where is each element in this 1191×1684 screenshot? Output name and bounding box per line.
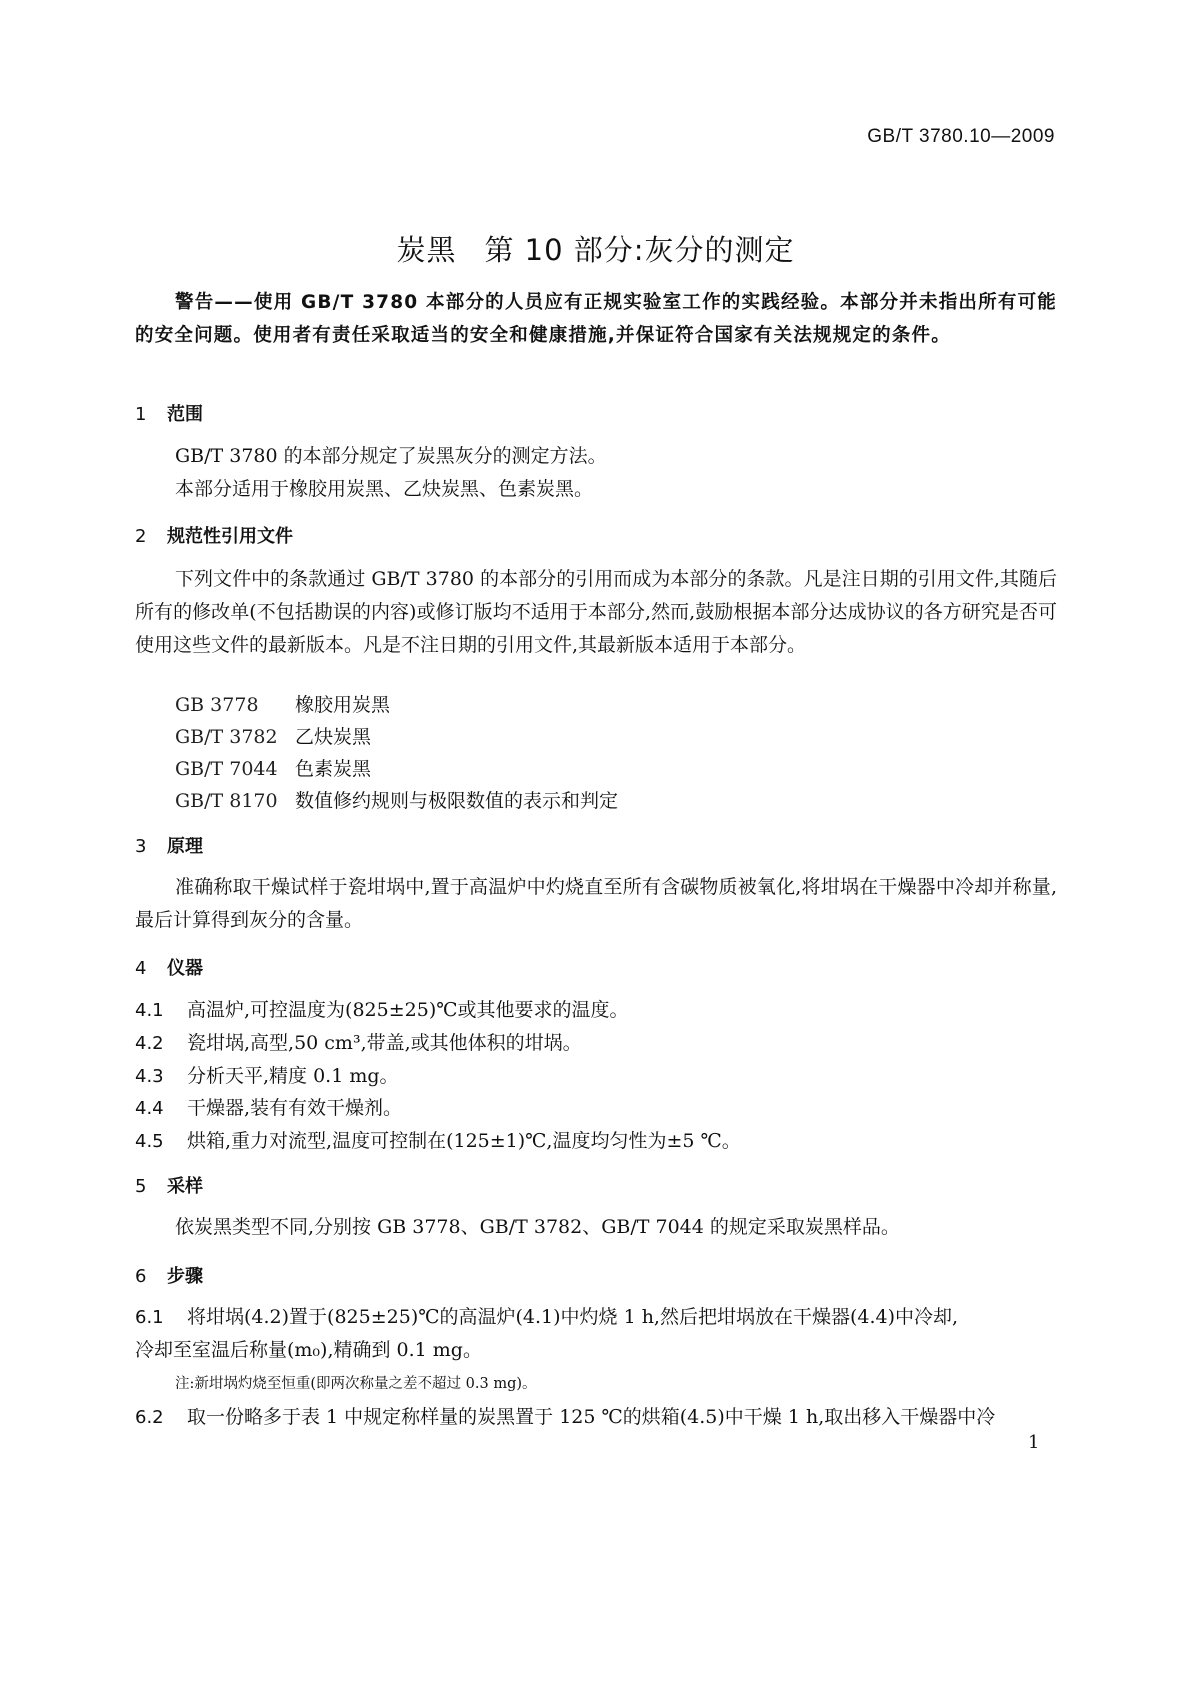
clause-number: 4.5 (135, 1131, 164, 1152)
section-1-heading (135, 400, 203, 426)
clause-number: 6.1 (135, 1307, 164, 1328)
reference-name: 色素炭黑 (295, 758, 372, 780)
section-title: 原理 (167, 836, 203, 857)
clause-text: 将坩埚(4.2)置于(825±25)℃的高温炉(4.1)中灼烧 1 h,然后把坩埚放在干燥器(4.4)中冷却, (187, 1306, 959, 1328)
section-title: 仪器 (167, 958, 203, 979)
warning-paragraph: 警告——使用 GB/T 3780 本部分的人员应有正规实验室工作的实践经验。本部分并未指出所有可能的安全问题。使用者有责任采取适当的安全和健康措施,并保证符合国家有关法规规定的条件。 (135, 292, 1057, 346)
section-4-heading (135, 954, 203, 980)
page-number: 1 (1028, 1432, 1040, 1453)
page-title (0, 228, 1191, 269)
section-number: 2 (135, 526, 147, 547)
apparatus-item (135, 1028, 582, 1055)
clause-text: 取一份略多于表 1 中规定称样量的炭黑置于 125 ℃的烘箱(4.5)中干燥 1 h,取出移入干燥器中冷 (187, 1406, 996, 1428)
reference-item (175, 786, 618, 813)
section-number: 4 (135, 958, 147, 979)
reference-item (175, 690, 390, 717)
apparatus-item (135, 1126, 741, 1153)
clause-number: 6.2 (135, 1407, 164, 1428)
reference-code: GB/T 7044 (175, 758, 278, 780)
procedure-clause-6-1-continued: 冷却至室温后称量(m₀),精确到 0.1 mg。 (135, 1339, 482, 1361)
clause-text: 分析天平,精度 0.1 mg。 (187, 1065, 399, 1087)
clause-number: 4.3 (135, 1066, 164, 1087)
section-number: 5 (135, 1176, 147, 1197)
title-part2: 第 10 部分:灰分的测定 (484, 233, 795, 267)
section-number: 6 (135, 1266, 147, 1287)
procedure-clause-6-2 (135, 1402, 995, 1429)
reference-code: GB/T 3782 (175, 726, 278, 748)
reference-name: 乙炔炭黑 (295, 726, 372, 748)
reference-item (175, 722, 371, 749)
clause-text: 烘箱,重力对流型,温度可控制在(125±1)℃,温度均匀性为±5 ℃。 (187, 1130, 741, 1152)
procedure-clause-6-1 (135, 1302, 958, 1329)
section-title: 采样 (167, 1176, 203, 1197)
sampling-paragraph: 依炭黑类型不同,分别按 GB 3778、GB/T 3782、GB/T 7044 的规定采取炭黑样品。 (175, 1216, 900, 1238)
reference-code: GB 3778 (175, 694, 259, 716)
reference-name: 橡胶用炭黑 (295, 694, 391, 716)
clause-text: 高温炉,可控温度为(825±25)℃或其他要求的温度。 (187, 999, 629, 1021)
apparatus-item (135, 1093, 402, 1120)
clause-number: 4.1 (135, 1000, 164, 1021)
reference-code: GB/T 8170 (175, 790, 278, 812)
scope-line-2: 本部分适用于橡胶用炭黑、乙炔炭黑、色素炭黑。 (175, 478, 594, 500)
section-5-heading (135, 1172, 203, 1198)
clause-text: 干燥器,装有有效干燥剂。 (187, 1097, 403, 1119)
section-title: 规范性引用文件 (167, 526, 293, 547)
apparatus-item (135, 1061, 399, 1088)
clause-number: 4.2 (135, 1033, 164, 1054)
section-title: 范围 (167, 404, 203, 425)
title-part1: 炭黑 (396, 233, 457, 267)
standard-code: GB/T 3780.10—2009 (867, 126, 1055, 147)
principle-paragraph: 准确称取干燥试样于瓷坩埚中,置于高温炉中灼烧直至所有含碳物质被氧化,将坩埚在干燥器中冷却并称量,最后计算得到灰分的含量。 (135, 876, 1057, 931)
clause-text: 瓷坩埚,高型,50 cm³,带盖,或其他体积的坩埚。 (187, 1032, 582, 1054)
normative-references-paragraph: 下列文件中的条款通过 GB/T 3780 的本部分的引用而成为本部分的条款。凡是注日期的引用文件,其随后所有的修改单(不包括勘误的内容)或修订版均不适用于本部分,然而,鼓励根据本部分达成协议的各方研究是否可使用这些文件的最新版本。凡是不注日期的引用文件,其最新版本适用于本部分。 (135, 568, 1057, 656)
section-number: 3 (135, 836, 147, 857)
scope-line-1: GB/T 3780 的本部分规定了炭黑灰分的测定方法。 (175, 445, 607, 467)
apparatus-item (135, 995, 628, 1022)
clause-number: 4.4 (135, 1098, 164, 1119)
reference-item (175, 754, 371, 781)
note: 注:新坩埚灼烧至恒重(即两次称量之差不超过 0.3 mg)。 (175, 1376, 537, 1392)
section-3-heading (135, 832, 203, 858)
section-2-heading (135, 522, 293, 548)
reference-name: 数值修约规则与极限数值的表示和判定 (295, 790, 619, 812)
section-number: 1 (135, 404, 147, 425)
section-6-heading (135, 1262, 203, 1288)
section-title: 步骤 (167, 1266, 203, 1287)
